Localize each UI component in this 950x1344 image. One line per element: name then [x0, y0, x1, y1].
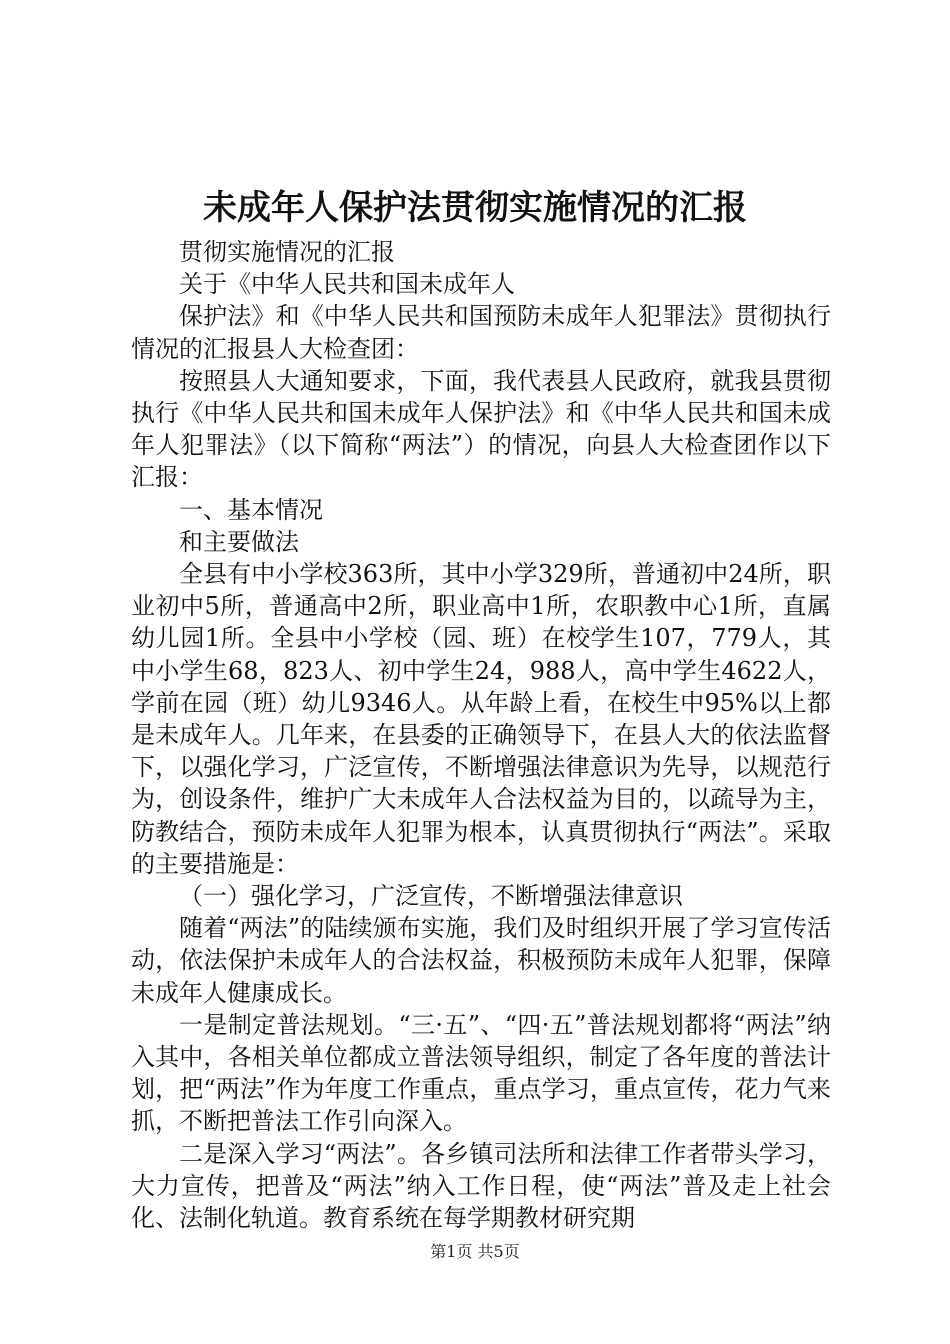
document-title: 未成年人保护法贯彻实施情况的汇报 [203, 188, 747, 228]
paragraph: 按照县人大通知要求，下面，我代表县人民政府，就我县贯彻执行《中华人民共和国未成年人保护法》和《中华人民共和国未成年人犯罪法》（以下简称“两法”）的情况，向县人大检查团作以下汇报： [131, 366, 831, 492]
section-heading: 一、基本情况 [179, 495, 323, 524]
paragraph: 贯彻实施情况的汇报 [179, 238, 395, 266]
paragraph: 随着“两法”的陆续颁布实施，我们及时组织开展了学习宣传活动，依法保护未成年人的合法权益，积极预防未成年人犯罪，保障未成年人健康成长。 [131, 914, 831, 1007]
page-footer: 第1页 共5页 [430, 1242, 520, 1261]
paragraph: 二是深入学习“两法”。各乡镇司法所和法律工作者带头学习，大力宣传，把普及“两法”纳入工作日程，使“两法”普及走上社会化、法制化轨道。教育系统在每学期教材研究期 [131, 1139, 831, 1233]
subsection-heading: （一）强化学习，广泛宣传，不断增强法律意识 [179, 882, 683, 911]
document-body [131, 236, 831, 1234]
paragraph: 保护法》和《中华人民共和国预防未成年人犯罪法》贯彻执行情况的汇报县人大检查团： [131, 302, 831, 363]
paragraph: 关于《中华人民共和国未成年人 [179, 270, 515, 299]
paragraph: 全县有中小学校363所，其中小学329所，普通初中24所，职业初中5所，普通高中2所，职业高中1所，农职教中心1所，直属幼儿园1所。全县中小学校（园、班）在校学生107，779人，其中小学生68，823人、初中学生24，988人，高中学生4622人，学前在园（班）幼儿9346人。从年龄上看，在校生中95%以上都是未成年人。几年来，在县委的正确领导下，在县人大的依法监督下，以强化学习，广泛宣传，不断增强法律意识为先导，以规范行为，创设条件，维护广大未成年人合法权益为目的，以疏导为主，防教结合，预防未成年人犯罪为根本，认真贯彻执行“两法”。采取的主要措施是： [131, 560, 831, 878]
paragraph: 和主要做法 [179, 527, 299, 556]
paragraph: 一是制定普法规划。“三·五”、“四·五”普法规划都将“两法”纳入其中，各相关单位都成立普法领导组织，制定了各年度的普法计划，把“两法”作为年度工作重点，重点学习，重点宣传，花力气来抓，不断把普法工作引向深入。 [131, 1010, 831, 1136]
